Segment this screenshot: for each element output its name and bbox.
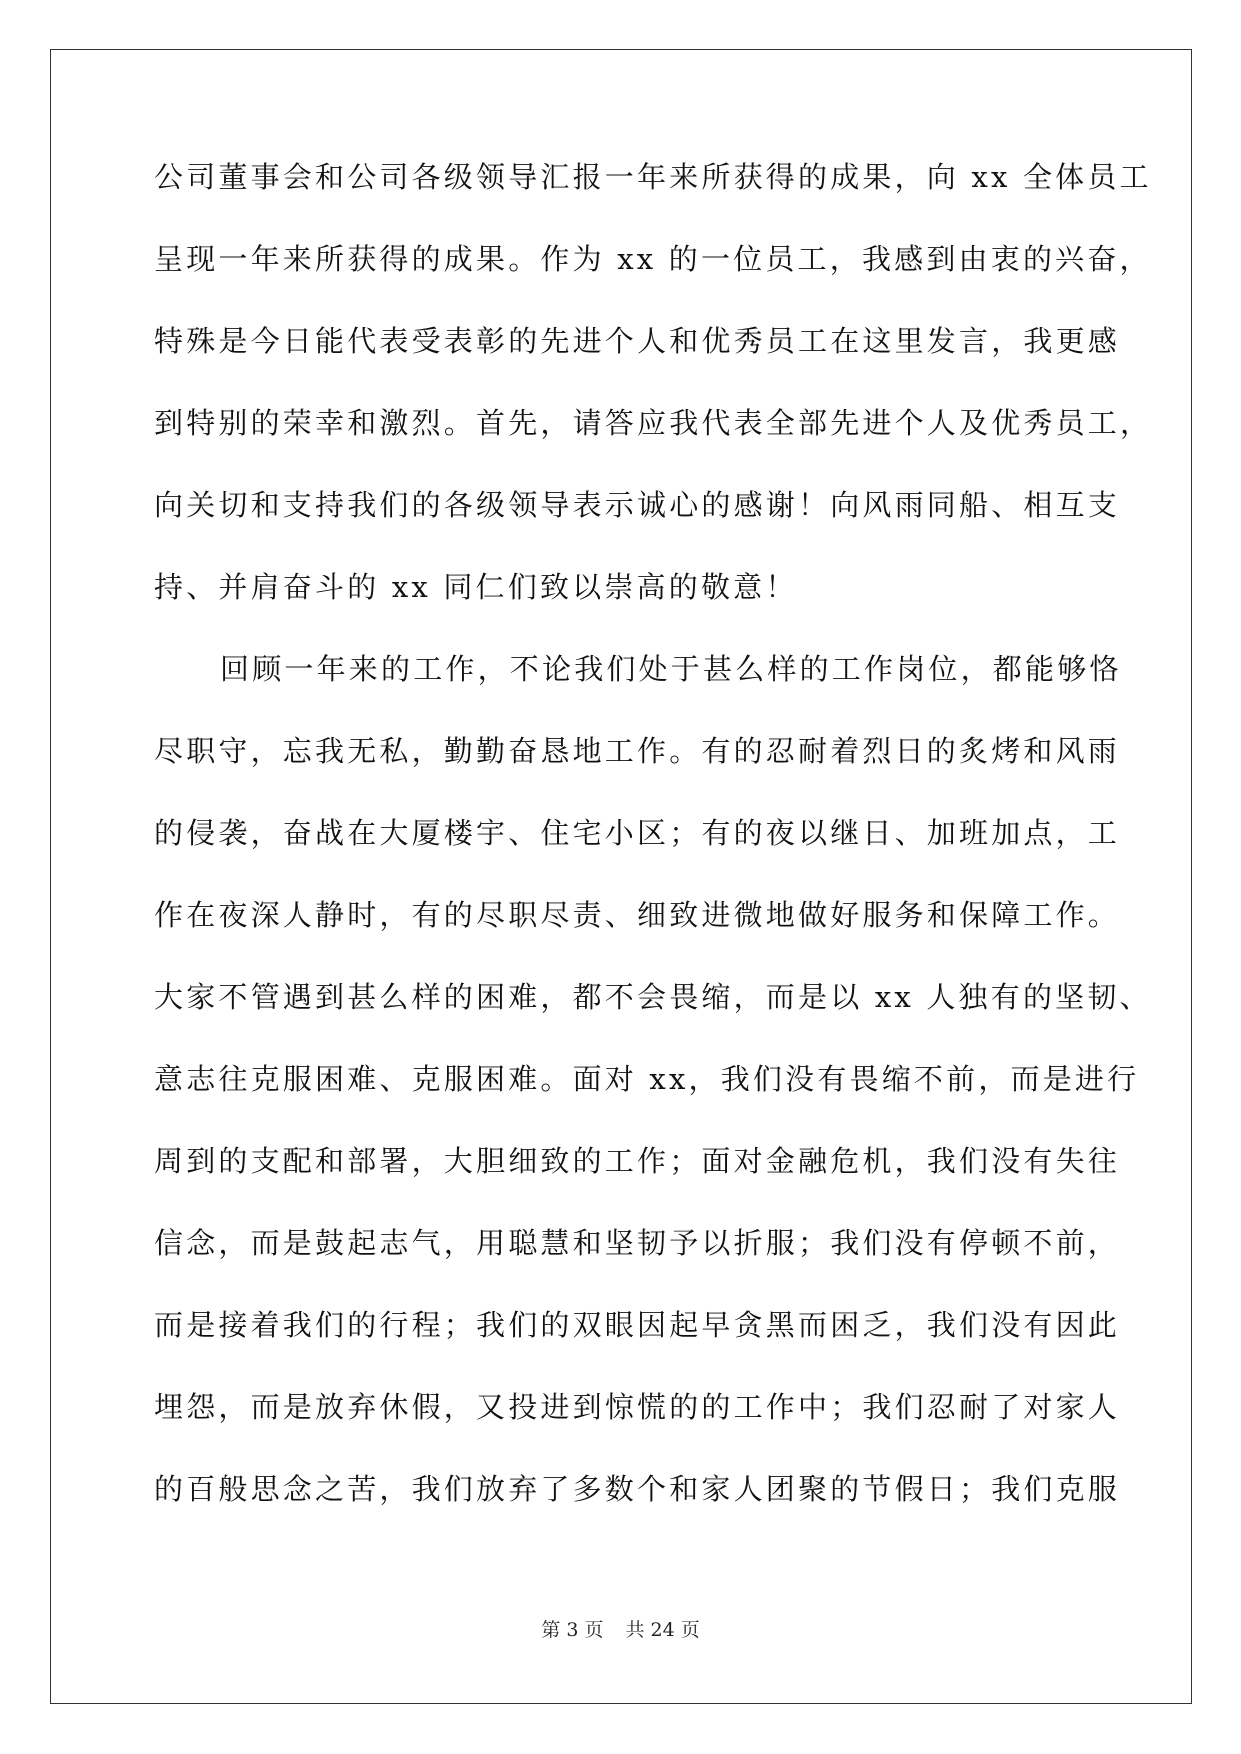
text-line: 的侵袭，奋战在大厦楼宇、住宅小区；有的夜以继日、加班加点，工: [154, 816, 1121, 850]
text-line: 意志往克服困难、克服困难。面对 xx，我们没有畏缩不前，而是进行: [154, 1062, 1140, 1096]
text-line: 公司董事会和公司各级领导汇报一年来所获得的成果，向 xx 全体员工: [154, 160, 1152, 194]
text-line: 埋怨，而是放弃休假，又投进到惊慌的的工作中；我们忍耐了对家人: [154, 1390, 1121, 1424]
text-line: 回顾一年来的工作，不论我们处于甚么样的工作岗位，都能够恪: [220, 652, 1122, 686]
text-line: 尽职守，忘我无私，勤勤奋恳地工作。有的忍耐着烈日的炙烤和风雨: [154, 734, 1121, 768]
text-line: 作在夜深人静时，有的尽职尽责、细致进微地做好服务和保障工作。: [154, 898, 1121, 932]
text-line: 持、并肩奋斗的 xx 同仁们致以崇高的敬意！: [154, 570, 798, 604]
text-line: 到特别的荣幸和激烈。首先，请答应我代表全部先进个人及优秀员工，: [154, 406, 1153, 440]
text-line: 呈现一年来所获得的成果。作为 xx 的一位员工，我感到由衷的兴奋，: [154, 242, 1152, 276]
text-line: 而是接着我们的行程；我们的双眼因起早贪黑而困乏，我们没有因此: [154, 1308, 1121, 1342]
text-line: 的百般思念之苦，我们放弃了多数个和家人团聚的节假日；我们克服: [154, 1472, 1121, 1506]
text-line: 向关切和支持我们的各级领导表示诚心的感谢！向风雨同船、相互支: [154, 488, 1121, 522]
page-total: 共 24 页: [625, 1619, 700, 1641]
document-body: [154, 160, 1153, 1554]
text-line: 信念，而是鼓起志气，用聪慧和坚韧予以折服；我们没有停顿不前，: [154, 1226, 1121, 1260]
page-number: 第 3 页: [541, 1619, 604, 1641]
text-line: 周到的支配和部署，大胆细致的工作；面对金融危机，我们没有失往: [154, 1144, 1121, 1178]
text-line: 特殊是今日能代表受表彰的先进个人和优秀员工在这里发言，我更感: [154, 324, 1121, 358]
page-footer: [0, 1615, 1241, 1642]
text-line: 大家不管遇到甚么样的困难，都不会畏缩，而是以 xx 人独有的坚韧、: [154, 980, 1152, 1014]
